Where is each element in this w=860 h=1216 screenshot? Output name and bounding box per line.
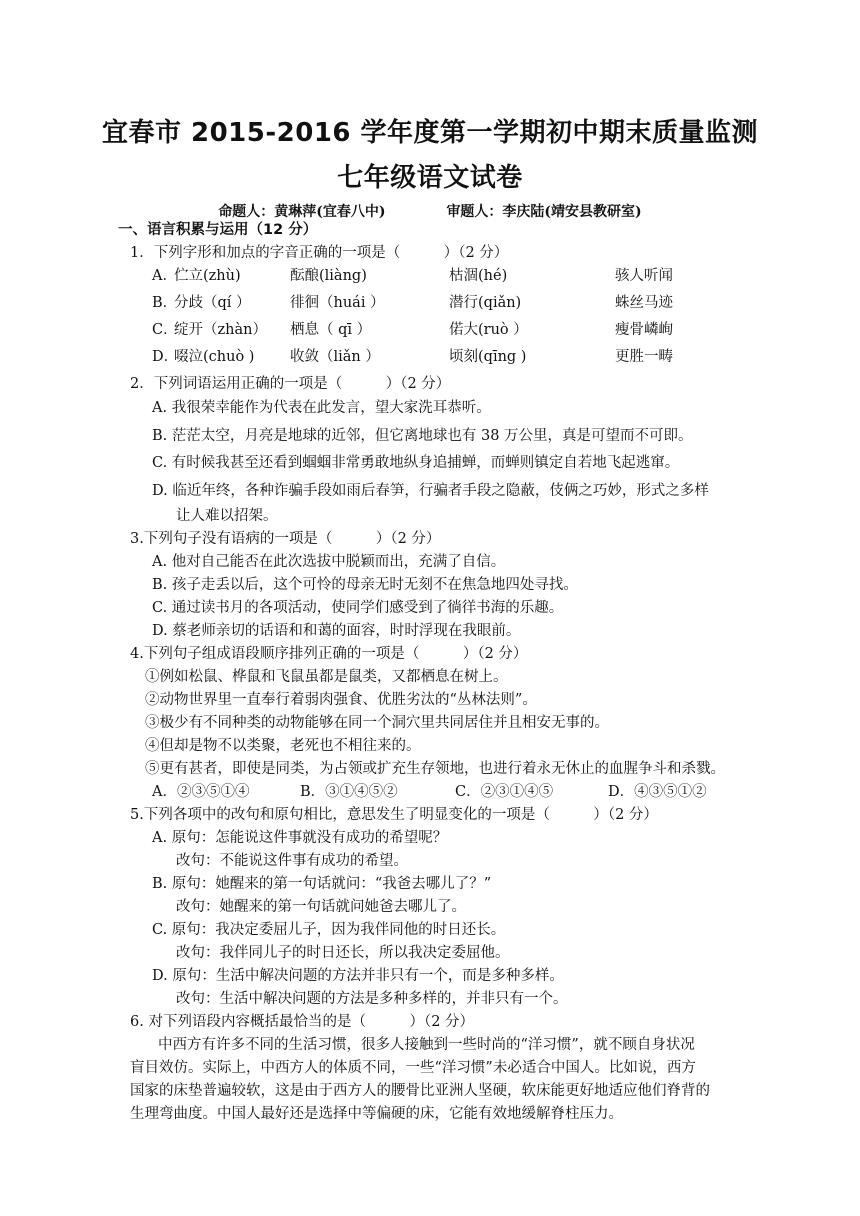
q5-option-d-original: D. 原句：生活中解决问题的方法并非只有一个，而是多种多样。 xyxy=(152,968,564,984)
q1-cell: 啜泣(chuò ) xyxy=(174,349,255,365)
q1-cell: 徘徊（huái ） xyxy=(290,295,385,311)
reviewer-credit: 审题人：李庆陆(靖安县教研室) xyxy=(446,204,642,220)
author-credit: 命题人：黄琳萍(宜春八中) xyxy=(218,204,386,220)
q3-stem: 3.下列句子没有语病的一项是（ ）（2 分） xyxy=(130,531,441,547)
q4-stem: 4.下列句子组成语段顺序排列正确的一项是（ ）（2 分） xyxy=(130,646,528,662)
q3-option-a: A. 他对自己能否在此次选拔中脱颖而出，充满了自信。 xyxy=(152,554,506,570)
q1-cell: 分歧（qí ） xyxy=(174,295,251,311)
q5-option-c-original: C. 原句：我决定委屈儿子，因为我伴同他的时日还长。 xyxy=(152,922,506,938)
q1-option-label: D． xyxy=(152,349,179,365)
exam-title: 宜春市 2015-2016 学年度第一学期初中期末质量监测 xyxy=(101,118,759,148)
q1-cell: 枯涸(hé) xyxy=(449,268,508,284)
q6-passage-line: 生理弯曲度。中国人最好还是选择中等偏硬的床，它能有效地缓解脊柱压力。 xyxy=(130,1106,623,1122)
q1-cell: 瘦骨嶙峋 xyxy=(615,322,673,338)
q1-option-label: C． xyxy=(152,322,178,338)
q4-option-a: A．②③⑤①④ xyxy=(152,784,250,800)
author-line xyxy=(0,201,860,221)
q1-cell: 顷刻(qīng ) xyxy=(449,349,527,365)
q1-option-label: B． xyxy=(152,295,178,311)
exam-subtitle: 七年级语文试卷 xyxy=(337,163,523,193)
q5-option-b-original: B. 原句：她醒来的第一句话就问：“我爸去哪儿了？” xyxy=(152,876,492,892)
q4-option-c: C．②③①④⑤ xyxy=(455,784,554,800)
q4-sentence-2: ②动物世界里一直奉行着弱肉强食、优胜劣汰的“丛林法则”。 xyxy=(145,692,537,708)
q1-cell: 蛛丝马迹 xyxy=(615,295,673,311)
q2-option-d: D. 临近年终，各种诈骗手段如雨后春笋，行骗者手段之隐蔽，伎俩之巧妙，形式之多样 xyxy=(152,483,709,499)
section-heading: 一、语言积累与运用（12 分） xyxy=(118,222,318,238)
q5-option-c-revised: 改句：我伴同儿子的时日还长，所以我决定委屈他。 xyxy=(176,945,510,961)
q2-option-c: C. 有时候我甚至还看到蝈蝈非常勇敢地纵身追捕蝉，而蝉则镇定自若地飞起逃窜。 xyxy=(152,455,680,471)
q4-sentence-4: ④但却是物不以类聚，老死也不相往来的。 xyxy=(145,738,421,754)
q1-cell: 偌大(ruò ） xyxy=(449,322,528,338)
q4-sentence-1: ①例如松鼠、桦鼠和飞鼠虽都是鼠类，又都栖息在树上。 xyxy=(145,669,508,685)
q6-stem: 6. 对下列语段内容概括最恰当的是（ ）（2 分） xyxy=(130,1014,475,1030)
q6-passage-line: 盲目效仿。实际上，中西方人的体质不同，一些“洋习惯”未必适合中国人。比如说，西方 xyxy=(130,1060,696,1076)
q5-option-a-revised: 改句：不能说这件事有成功的希望。 xyxy=(176,853,408,869)
q5-option-a-original: A. 原句：怎能说这件事就没有成功的希望呢？ xyxy=(152,830,448,846)
q4-sentence-5: ⑤更有甚者，即使是同类，为占领或扩充生存领地，也进行着永无休止的血腥争斗和杀戮。 xyxy=(145,761,725,777)
q1-cell: 酝酿(liàng) xyxy=(290,268,367,284)
q4-option-b: B．③①④⑤② xyxy=(300,784,398,800)
q1-option-label: A． xyxy=(152,268,177,284)
q2-option-b: B. 茫茫太空，月亮是地球的近邻，但它离地球也有 38 万公里，真是可望而不可即。 xyxy=(152,428,693,444)
q4-option-d: D．④③⑤①② xyxy=(608,784,707,800)
q6-passage-line: 中西方有许多不同的生活习惯，很多人接触到一些时尚的“洋习惯”，就不顾自身状况 xyxy=(158,1037,695,1053)
q2-option-d-cont: 让人难以招架。 xyxy=(176,508,278,524)
q1-cell: 绽开（zhàn） xyxy=(174,322,267,338)
q6-passage-line: 国家的床垫普遍较软，这是由于西方人的腰骨比亚洲人坚硬，软床能更好地适应他们脊背的 xyxy=(130,1083,710,1099)
q5-stem: 5.下列各项中的改句和原句相比，意思发生了明显变化的一项是（ ）（2 分） xyxy=(130,807,658,823)
q1-cell: 收敛（liǎn ） xyxy=(290,349,380,365)
q1-stem: 1．下列字形和加点的字音正确的一项是（ ）（2 分） xyxy=(130,245,509,261)
q2-stem: 2．下列词语运用正确的一项是（ ）（2 分） xyxy=(130,376,451,392)
q1-cell: 栖息（ qī ） xyxy=(290,322,372,338)
q3-option-b: B. 孩子走丢以后，这个可怜的母亲无时无刻不在焦急地四处寻找。 xyxy=(152,577,578,593)
q1-cell: 伫立(zhù) xyxy=(174,268,241,284)
q1-cell: 更胜一畴 xyxy=(615,349,673,365)
q5-option-d-revised: 改句：生活中解决问题的方法是多种多样的，并非只有一个。 xyxy=(176,991,568,1007)
q4-sentence-3: ③极少有不同种类的动物能够在同一个洞穴里共同居住并且相安无事的。 xyxy=(145,715,609,731)
q3-option-d: D. 蔡老师亲切的话语和和蔼的面容，时时浮现在我眼前。 xyxy=(152,623,521,639)
q1-cell: 潜行(qiǎn) xyxy=(449,295,522,311)
q5-option-b-revised: 改句：她醒来的第一句话就问她爸去哪儿了。 xyxy=(176,899,466,915)
q2-option-a: A. 我很荣幸能作为代表在此发言，望大家洗耳恭听。 xyxy=(152,400,491,416)
q3-option-c: C. 通过读书月的各项活动，使同学们感受到了徜徉书海的乐趣。 xyxy=(152,600,564,616)
q1-cell: 骇人听闻 xyxy=(615,268,673,284)
